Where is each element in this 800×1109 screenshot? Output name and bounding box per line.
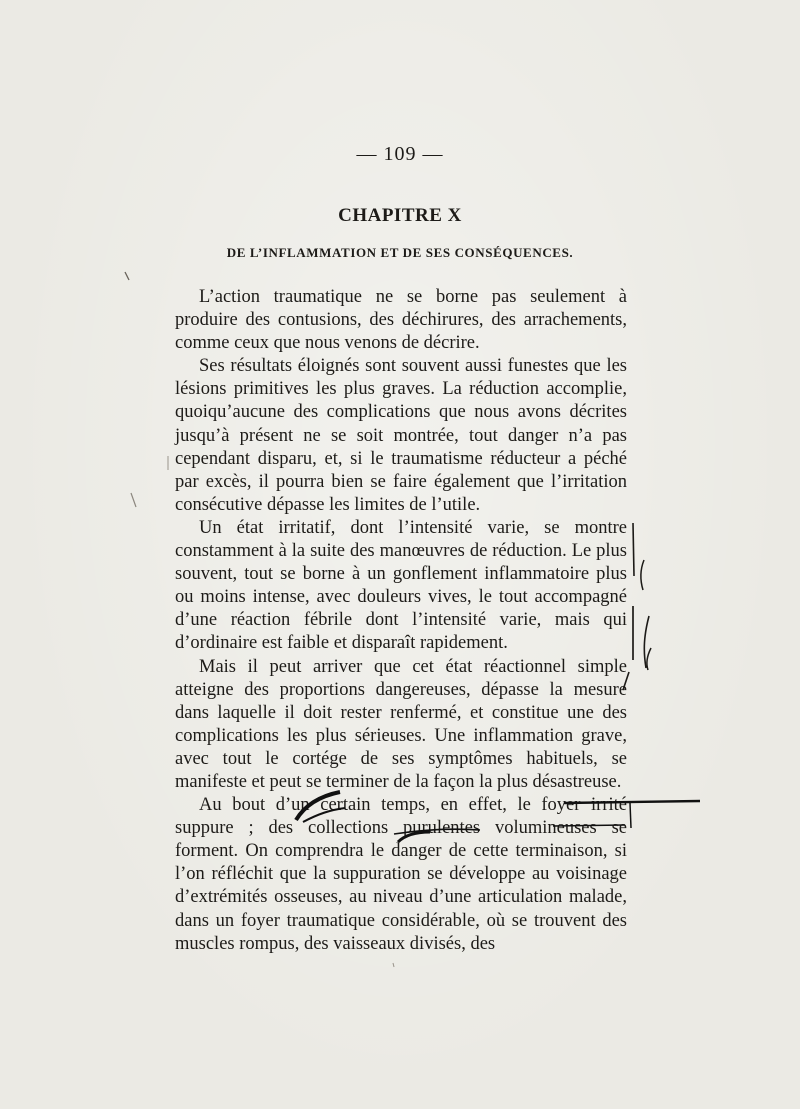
paragraph: Au bout d’un certain temps, en effet, le foyer irrité suppure ; des collections purulentes volumineuses se forment. On comprendra le danger de cette terminaison, si l’on réfléchit que la suppuration se développe au voisinage d’extrémités osseuses, au niveau d’une articulation malade, dans un foyer traumatique considérable, où se trouvent des muscles rompus, des vaisseaux divisés, des bbox=[175, 795, 627, 954]
body-text bbox=[175, 286, 627, 956]
page-number: — 109 — bbox=[356, 143, 444, 165]
paragraph: Ses résultats éloignés sont souvent aussi funestes que les lésions primitives les plus graves. La réduction accomplie, quoiqu’aucune des complications que nous avons décrites jusqu’à présent ne se soit montrée, tout danger n’a pas cependant disparu, et, si le traumatisme réducteur a péché par excès, il pourra bien se faire également que l’irritation consécutive dépasse les limites de l’utile. bbox=[175, 356, 627, 515]
underline-mark bbox=[630, 803, 631, 828]
paragraph: Un état irritatif, dont l’intensité varie, se montre constamment à la suite des manœuvres de réduction. Le plus souvent, tout se borne à un gonflement inflammatoire plus ou moins intense, avec douleurs vives, le tout accompagné d’une réaction fébrile dont l’intensité varie, mais qui d’ordinaire est faible et disparaît rapidement. bbox=[175, 517, 627, 654]
paragraph: Mais il peut arriver que cet état réactionnel simple atteigne des proportions dangereuses, dépasse la mesure dans laquelle il doit rester renfermé, et constitue une des complications les plus sérieuses. Une inflammation grave, avec tout le cortége de ses symptômes habituels, se manifeste et peut se terminer de la façon la plus désastreuse. bbox=[175, 656, 627, 792]
margin-tick-mark bbox=[131, 493, 136, 507]
margin-bracket-mark bbox=[647, 648, 651, 670]
margin-tick-mark bbox=[125, 272, 129, 280]
margin-bracket-mark bbox=[644, 616, 649, 668]
chapter-title: CHAPITRE X bbox=[338, 205, 462, 226]
paragraph: L’action traumatique ne se borne pas seulement à produire des contusions, des déchirures, des arrachements, comme ceux que nous venons de décrire. bbox=[175, 287, 627, 354]
margin-bracket-mark bbox=[641, 560, 644, 590]
margin-tick-mark bbox=[393, 963, 394, 967]
chapter-subtitle: DE L’INFLAMMATION ET DE SES CONSÉQUENCES. bbox=[226, 245, 574, 260]
margin-bracket-mark bbox=[633, 523, 634, 576]
